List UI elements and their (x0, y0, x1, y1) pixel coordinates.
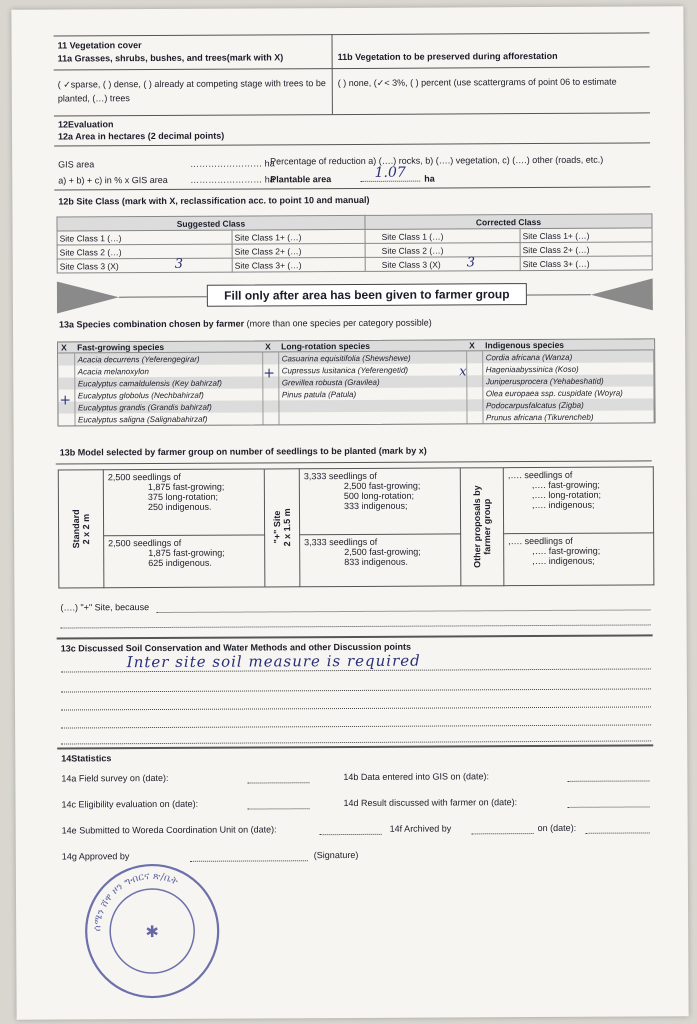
s11b-title: 11b Vegetation to be preserved during afforestation (337, 50, 558, 63)
sc-cell[interactable]: Site Class 1 (…) (57, 230, 232, 245)
hw-mark-indig: x (459, 364, 467, 380)
site-class-table (56, 213, 652, 273)
sc-cell[interactable]: Site Class 2 (…) (57, 244, 232, 259)
top-rule (53, 32, 649, 36)
sc-cell[interactable]: Site Class 2+ (…) (520, 242, 652, 257)
other-label: Other proposals by (471, 485, 483, 569)
svg-text:✱: ✱ (145, 924, 159, 942)
model-table (58, 466, 655, 588)
hw-three-suggested: 3 (174, 256, 184, 272)
hw-mark-long: + (263, 365, 276, 382)
s11a-text: ( ✓sparse, ( ) dense, ( ) already at competing stage with trees to be planted, (…) trees (57, 78, 326, 104)
plus-site-dim: 2 x 1.5 m (281, 508, 293, 547)
indig-species: Cordia africana (Wanza) (482, 350, 654, 363)
discussion-line[interactable] (61, 714, 651, 728)
sc-cell[interactable]: Site Class 3+ (…) (232, 257, 365, 272)
s14f-field[interactable] (472, 823, 534, 834)
plus-site-because: (….) "+" Site, because (60, 602, 150, 613)
discussion-line[interactable] (61, 658, 651, 672)
indig-species: Hageniaabyssinica (Koso) (482, 362, 654, 375)
hw-three-corrected: 3 (466, 255, 476, 271)
sc-cell[interactable]: Site Class 3+ (…) (520, 256, 652, 271)
sc-cell[interactable]: Site Class 3 (X) (365, 257, 520, 272)
fast-species: Acacia decurrens (Yeferengegirar) (74, 352, 262, 365)
abc-label: a) + b) + c) in % x GIS area (58, 174, 168, 186)
s14c-field[interactable] (247, 798, 309, 809)
s13a-title: 13a Species combination chosen by farmer (58, 318, 245, 330)
indig-header: Indigenous species (482, 339, 654, 350)
suggested-header: Suggested Class (57, 215, 365, 231)
model-option[interactable]: 2,500 seedlings of 1,875 fast-growing; 375 long-rotation; 250 indigenous. (103, 469, 264, 536)
indig-species: Olea europaea ssp. cuspidate (Woyra) (482, 386, 654, 399)
s11a-title: 11a Grasses, shrubs, bushes, and trees(mark with X) (57, 52, 284, 64)
long-species: Cupressus lusitanica (Yeferengetid) (278, 363, 466, 376)
x-col: X (466, 340, 482, 351)
s13c-handwritten: Inter site soil measure is required (126, 651, 421, 672)
discussion-line[interactable] (61, 678, 651, 692)
corrected-header: Corrected Class (365, 214, 652, 230)
sc-cell[interactable]: Site Class 2+ (…) (232, 243, 365, 258)
s13b-title: 13b Model selected by farmer group on number of seedlings to be planted (mark by x) (59, 445, 427, 458)
indig-species: Podocarpusfalcatus (Zigba) (482, 398, 654, 411)
fast-header: Fast-growing species (74, 341, 262, 352)
sc-cell[interactable]: Site Class 3 (X) (57, 258, 232, 273)
s14a-field[interactable] (247, 772, 309, 783)
s14g-label: 14g Approved by (61, 851, 130, 862)
form-page (11, 6, 688, 1020)
s14f-date-field[interactable] (586, 822, 650, 833)
standard-label: Standard (70, 509, 82, 549)
plantable-label: Plantable area (270, 174, 332, 185)
species-table (57, 338, 655, 426)
discussion-line[interactable] (61, 696, 651, 710)
s14b-label: 14b Data entered into GIS on (date): (343, 771, 490, 783)
model-option[interactable]: ,…. seedlings of ,…. fast-growing; ,…. long-rotation; ,…. indigenous; (503, 467, 653, 534)
long-species: Pinus patula (Patula) (278, 387, 466, 400)
plantable-unit: ha (424, 173, 435, 184)
reduction-text: Percentage of reduction a) (….) rocks, b) (….) vegetation, c) (….) other (roads, etc.) (270, 154, 604, 167)
banner-text: Fill only after area has been given to farmer group (207, 283, 527, 307)
s14e-label: 14e Submitted to Woreda Coordination Unit on (date): (61, 824, 277, 836)
farmer-group-label: farmer group (481, 498, 493, 555)
sc-cell[interactable]: Site Class 2 (…) (365, 243, 520, 258)
official-stamp (82, 861, 223, 1002)
standard-dim: 2 x 2 m (80, 513, 92, 545)
hw-mark-fast: + (59, 392, 72, 409)
s14-title: 14Statistics (61, 753, 112, 764)
s14f-label: 14f Archived by (389, 823, 452, 834)
model-option[interactable]: ,…. seedlings of ,…. fast-growing; ,…. indigenous; (504, 533, 654, 586)
gis-area-label: GIS area (58, 159, 95, 170)
long-header: Long-rotation species (278, 340, 466, 351)
plus-site-label: "+" Site (271, 511, 283, 545)
x-col: X (262, 341, 278, 352)
s12-title: 12Evaluation (57, 119, 114, 130)
s14e-field[interactable] (320, 824, 382, 835)
svg-text:ሰሜን ሸዋ ዞን ግብርና ጽ/ቤት (92, 871, 180, 932)
fast-species: Eucalyptus grandis (Grandis bahirzaf) (74, 400, 262, 413)
because-line[interactable] (156, 599, 650, 613)
s14d-label: 14d Result discussed with farmer on (date): (343, 797, 518, 809)
indig-species: Juniperusprocera (Yehabeshatid) (482, 374, 654, 387)
model-option[interactable]: 3,333 seedlings of 2,500 fast-growing; 500 long-rotation; 333 indigenous; (299, 468, 460, 535)
abc-value: …………………… ha (190, 174, 275, 185)
s14d-field[interactable] (567, 796, 649, 807)
fast-species: Eucalyptus saligna (Salignabahirzaf) (74, 412, 262, 425)
plantable-value: 1.07 (360, 165, 420, 182)
s13a-subtitle: (more than one species per category possible) (246, 317, 432, 329)
long-species (278, 411, 466, 424)
long-species: Grevillea robusta (Gravilea) (278, 375, 466, 388)
long-species: Casuarina equisitifolia (Shewshewe) (278, 351, 466, 364)
fast-species: Acacia melanoxylon (74, 364, 262, 377)
s14c-label: 14c Eligibility evaluation on (date): (61, 798, 199, 810)
signature-label: (Signature) (313, 849, 359, 861)
gis-area-value: …………………… ha (190, 158, 275, 169)
s11b-text: ( ) none, (✓< 3%, ( ) percent (use scattergrams of point 06 to estimate (337, 76, 617, 89)
fast-species: Eucalyptus camaldulensis (Key bahirzaf) (74, 376, 262, 389)
s14a-label: 14a Field survey on (date): (61, 772, 169, 784)
model-option[interactable]: 3,333 seedlings of 2,500 fast-growing; 833 indigenous. (300, 534, 461, 587)
x-col: X (58, 342, 74, 353)
s14b-field[interactable] (567, 770, 649, 781)
s13a-title-row (59, 318, 432, 330)
s12b-title: 12b Site Class (mark with X, reclassification acc. to point 10 and manual) (58, 194, 370, 207)
s14f-on-label: on (date): (537, 822, 577, 834)
s11-title: 11 Vegetation cover (57, 40, 142, 51)
because-line-2[interactable] (61, 614, 651, 628)
sc-cell[interactable]: Site Class 1+ (…) (232, 229, 365, 244)
s12a-title: 12a Area in hectares (2 decimal points) (57, 130, 225, 142)
model-option[interactable]: 2,500 seedlings of 1,875 fast-growing; 625 indigenous. (104, 535, 265, 588)
stamp-text: ሰሜን ሸዋ ዞን ግብርና ጽ/ቤት (92, 870, 180, 932)
indig-species: Prunus africana (Tikurencheb) (482, 410, 654, 423)
discussion-line[interactable] (61, 730, 651, 744)
sc-cell[interactable]: Site Class 1+ (…) (520, 228, 652, 243)
fast-species: Eucalyptus globolus (Nechbahirzaf) (74, 388, 262, 401)
s13c-title: 13c Discussed Soil Conservation and Water Methods and other Discussion points (60, 641, 411, 654)
long-species (278, 399, 466, 412)
sc-cell[interactable]: Site Class 1 (…) (365, 229, 520, 244)
